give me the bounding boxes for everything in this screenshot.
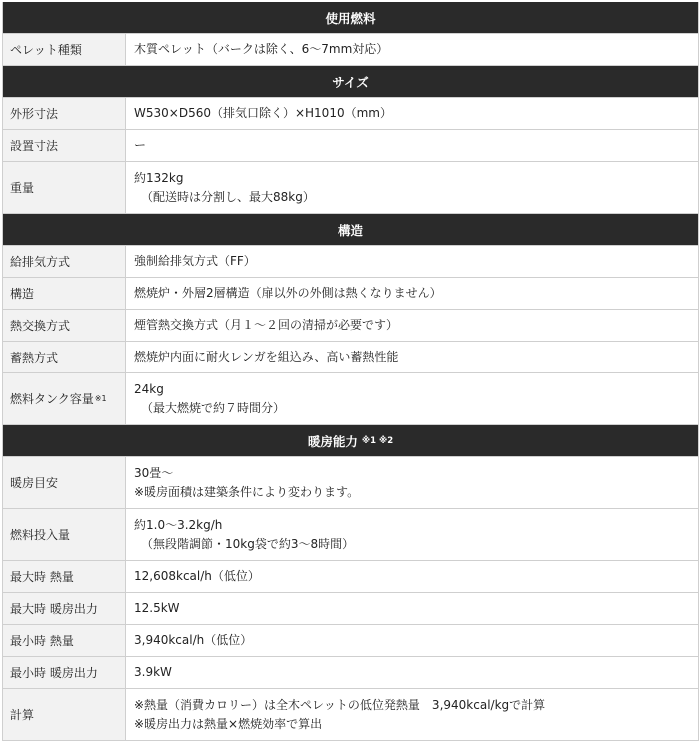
footnote-mark: ※1 ※2 — [361, 435, 394, 446]
row-value — [126, 657, 698, 688]
table-row-installation-dimensions — [3, 130, 698, 162]
row-value — [126, 373, 698, 424]
row-label: 暖房目安 — [3, 457, 126, 508]
row-value-text: 約1.0〜3.2kg/h — [134, 517, 223, 532]
row-label: 最大時 暖房出力 — [3, 593, 126, 624]
row-label: 設置寸法 — [3, 130, 126, 161]
table-row-calculation — [3, 689, 698, 741]
section-title: サイズ — [332, 74, 369, 90]
row-value-text: 煙管熱交換方式（月１～２回の清掃が必要です） — [134, 318, 399, 332]
section-header-heating — [3, 425, 698, 457]
row-value-text: ※熱量（消費カロリー）は全木ペレットの低位発熱量 3,940kcal/kgで計算 — [134, 697, 546, 712]
row-label: 蓄熱方式 — [3, 342, 126, 372]
row-value — [126, 278, 698, 309]
section-title: 暖房能力 — [307, 433, 358, 449]
section-header-fuel — [3, 2, 698, 34]
section-header-size — [3, 66, 698, 98]
row-value — [126, 561, 698, 592]
row-value — [126, 457, 698, 508]
row-value-text: 木質ペレット（バークは除く、6〜7mm対応） — [134, 42, 389, 56]
row-value-text: 24kg — [134, 381, 164, 396]
row-label: 重量 — [3, 162, 126, 213]
row-label: 最小時 熱量 — [3, 625, 126, 656]
table-row-outer-dimensions — [3, 98, 698, 130]
row-label: 構造 — [3, 278, 126, 309]
row-value-text: 30畳〜 — [134, 465, 174, 480]
row-value-text: 12,608kcal/h（低位） — [134, 569, 260, 583]
row-label: 熱交換方式 — [3, 310, 126, 341]
row-label: 燃料投入量 — [3, 509, 126, 560]
row-value — [126, 130, 698, 161]
section-title: 構造 — [337, 222, 363, 238]
table-row-ventilation — [3, 246, 698, 278]
row-value-text: 3.9kW — [134, 665, 172, 679]
row-value-note: （無段階調節・10kg袋で約3〜8時間） — [141, 536, 355, 551]
row-label: 外形寸法 — [3, 98, 126, 129]
row-value-text: 強制給排気方式（FF） — [134, 254, 256, 268]
table-row-pellet-type — [3, 34, 698, 66]
row-value — [126, 593, 698, 624]
table-row-min-output — [3, 657, 698, 689]
section-header-structure — [3, 214, 698, 246]
row-value — [126, 625, 698, 656]
row-value-note: （配送時は分割し、最大88kg） — [141, 189, 315, 204]
row-value — [126, 342, 698, 372]
spec-table — [2, 2, 699, 741]
table-row-min-heat — [3, 625, 698, 657]
row-value — [126, 509, 698, 560]
row-value-text: W530×D560（排気口除く）×H1010（mm） — [134, 106, 392, 120]
row-label: 最大時 熱量 — [3, 561, 126, 592]
table-row-max-output — [3, 593, 698, 625]
row-value-text: 燃焼炉・外層2層構造（扉以外の外側は熱くなりません） — [134, 286, 442, 300]
table-row-weight — [3, 162, 698, 214]
row-value-text: ー — [134, 138, 147, 152]
table-row-max-heat — [3, 561, 698, 593]
row-value — [126, 246, 698, 277]
table-row-structure — [3, 278, 698, 310]
row-label — [3, 373, 126, 424]
row-value-text: 12.5kW — [134, 601, 180, 615]
footnote-mark: ※1 — [94, 394, 107, 403]
row-label: 計算 — [3, 689, 126, 740]
row-value-text: 約132kg — [134, 170, 184, 185]
row-label: 最小時 暖房出力 — [3, 657, 126, 688]
row-value — [126, 162, 698, 213]
row-value-note: （最大燃焼で約７時間分） — [141, 400, 286, 415]
table-row-heating-area — [3, 457, 698, 509]
row-value-note: ※暖房出力は熱量×燃焼効率で算出 — [134, 716, 323, 731]
row-label: ペレット種類 — [3, 34, 126, 65]
table-row-fuel-tank — [3, 373, 698, 425]
row-value-text: 燃焼炉内面に耐火レンガを組込み、高い蓄熱性能 — [134, 349, 399, 364]
row-value — [126, 689, 698, 740]
row-label-text: 燃料タンク容量 — [10, 392, 94, 406]
row-value-note: ※暖房面積は建築条件により変わります。 — [134, 484, 360, 499]
section-title: 使用燃料 — [325, 10, 376, 26]
table-row-heat-exchange — [3, 310, 698, 342]
table-row-heat-storage — [3, 342, 698, 373]
row-value — [126, 34, 698, 65]
row-value-text: 3,940kcal/h（低位） — [134, 633, 253, 647]
row-value — [126, 310, 698, 341]
row-value — [126, 98, 698, 129]
table-row-fuel-input — [3, 509, 698, 561]
row-label: 給排気方式 — [3, 246, 126, 277]
